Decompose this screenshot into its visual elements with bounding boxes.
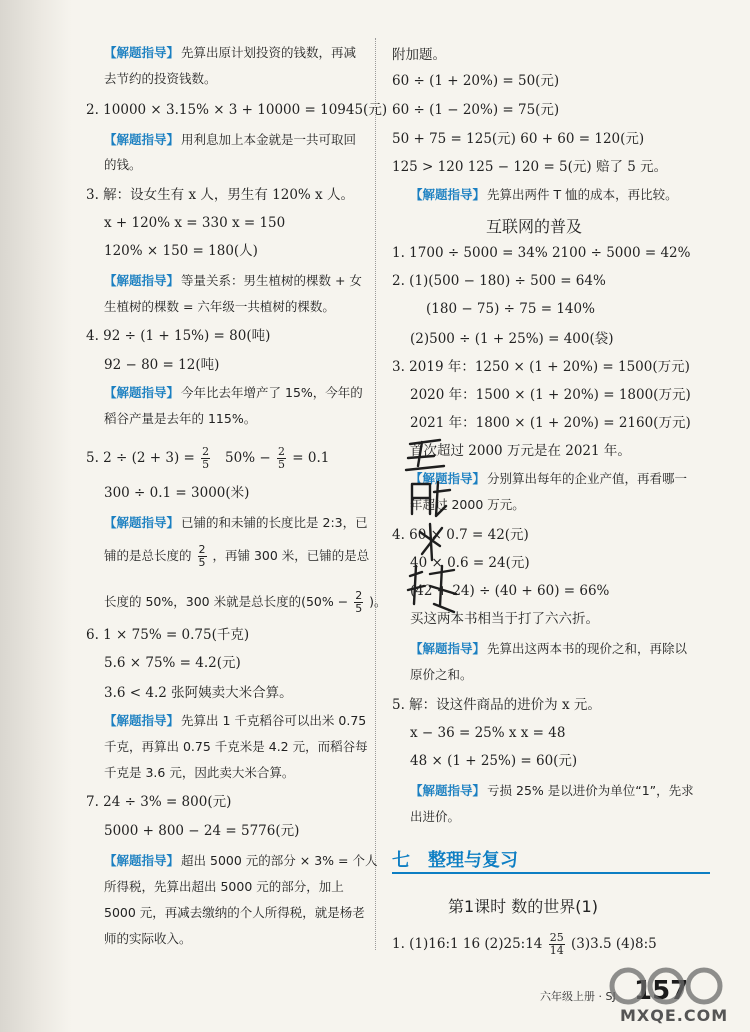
answer-line: 【解题指导】 先算出两件 T 恤的成本，再比较。 bbox=[410, 187, 678, 202]
answer-line: (2)500 ÷ (1 + 25%) = 400(袋) bbox=[410, 331, 614, 347]
answer-line: 3.6 < 4.2 张阿姨卖大米合算。 bbox=[104, 685, 293, 701]
extra-question-label: 附加题。 bbox=[392, 47, 446, 63]
answer-line: 【解题指导】 先算出 1 千克稻谷可以出米 0.75 bbox=[104, 713, 367, 728]
chapter-rule bbox=[392, 872, 710, 874]
chapter-heading bbox=[392, 846, 518, 872]
chapter-number: 七 bbox=[392, 850, 410, 871]
page-gutter-shadow bbox=[0, 0, 72, 1032]
answer-line: 48 × (1 + 25%) = 60(元) bbox=[410, 753, 578, 769]
hint-label: 【解题指导】 bbox=[104, 713, 180, 728]
answer-line: 的钱。 bbox=[104, 157, 142, 172]
answer-line: 125 > 120 125 − 120 = 5(元) 赔了 5 元。 bbox=[392, 159, 668, 175]
answer-line: 买这两本书相当于打了六六折。 bbox=[410, 611, 599, 627]
hint-label: 【解题指导】 bbox=[104, 45, 180, 60]
answer-line: 92 − 80 = 12(吨) bbox=[104, 357, 220, 373]
answer-line: 原价之和。 bbox=[410, 667, 473, 682]
fraction: $\frac{2}{5}$ bbox=[277, 445, 285, 471]
question-6: 6. 1 × 75% = 0.75(千克) bbox=[86, 627, 250, 643]
hint-label: 【解题指导】 bbox=[104, 385, 180, 400]
hint-label: 【解题指导】 bbox=[104, 853, 180, 868]
answer-line: 生植树的棵数 = 六年级一共植树的棵数。 bbox=[104, 299, 335, 314]
chapter-title: 整理与复习 bbox=[428, 850, 518, 871]
answer-line: (180 − 75) ÷ 75 = 140% bbox=[426, 301, 595, 317]
answer-line: 50 + 75 = 125(元) 60 + 60 = 120(元) bbox=[392, 131, 645, 147]
answer-line: 60 ÷ (1 + 20%) = 50(元) bbox=[392, 73, 560, 89]
handwriting-scribble bbox=[400, 436, 480, 636]
hint-label: 【解题指导】 bbox=[410, 783, 486, 798]
question-3: 3. 2019 年：1250 × (1 + 20%) = 1500(万元) bbox=[392, 359, 690, 375]
hint-label: 【解题指导】 bbox=[410, 641, 486, 656]
question-3: 3. 解：设女生有 x 人，男生有 120% x 人。 bbox=[86, 187, 354, 203]
page-number: 157 bbox=[634, 976, 689, 1006]
answer-line: 120% × 150 = 180(人) bbox=[104, 243, 258, 259]
answer-line: 出进价。 bbox=[410, 809, 461, 824]
answer-line: 5000 + 800 − 24 = 5776(元) bbox=[104, 823, 300, 839]
answer-line: (42 + 24) ÷ (40 + 60) = 66% bbox=[410, 583, 610, 599]
answer-line: x − 36 = 25% x x = 48 bbox=[410, 725, 566, 741]
question-1: 1. 1700 ÷ 5000 = 34% 2100 ÷ 5000 = 42% bbox=[392, 245, 691, 261]
answer-line: 【解题指导】 亏损 25% 是以进价为单位“1”，先求 bbox=[410, 783, 694, 798]
fraction: $\frac{2}{5}$ bbox=[198, 543, 206, 569]
answer-line: 长度的 50%，300 米就是总长度的(50% − $\frac{2}{5}$ )。 bbox=[104, 589, 387, 615]
column-divider bbox=[375, 38, 376, 950]
answer-line: 5000 元，再减去缴纳的个人所得税，就是杨老 bbox=[104, 905, 365, 920]
question-4: 4. 60 × 0.7 = 42(元) bbox=[392, 527, 529, 543]
hint-label: 【解题指导】 bbox=[104, 132, 180, 147]
answer-line: 【解题指导】 先算出这两本书的现价之和，再除以 bbox=[410, 641, 688, 656]
answer-line: 铺的是总长度的 $\frac{2}{5}$ ，再铺 300 米，已铺的是总 bbox=[104, 543, 370, 569]
question-4: 4. 92 ÷ (1 + 15%) = 80(吨) bbox=[86, 328, 271, 344]
answer-line: 2021 年：1800 × (1 + 20%) = 2160(万元) bbox=[410, 415, 691, 431]
answer-line: 2020 年：1500 × (1 + 20%) = 1800(万元) bbox=[410, 387, 691, 403]
answer-line: 去节约的投资钱数。 bbox=[104, 71, 217, 86]
book-footer: 六年级上册 · SJ bbox=[540, 990, 616, 1003]
answer-line: 【解题指导】 先算出原计划投资的钱数，再减 bbox=[104, 45, 357, 60]
answer-line: 师的实际收入。 bbox=[104, 931, 192, 946]
answer-line: 5.6 × 75% = 4.2(元) bbox=[104, 655, 241, 671]
question-1: 1. (1)16:1 16 (2)25:14 $\frac{25}{14}$ (3)3.5 (4)8:5 bbox=[392, 931, 657, 957]
hint-label: 【解题指导】 bbox=[410, 187, 486, 202]
answer-line: 【解题指导】 等量关系：男生植树的棵数 + 女 bbox=[104, 273, 362, 288]
question-5: 5. 2 ÷ (2 + 3) = $\frac{2}{5}$ 50% − $\frac{2}{5}$ = 0.1 bbox=[86, 445, 330, 471]
question-2: 2. (1)(500 − 180) ÷ 500 = 64% bbox=[392, 273, 606, 289]
answer-line: 60 ÷ (1 − 20%) = 75(元) bbox=[392, 102, 560, 118]
hint-label: 【解题指导】 bbox=[104, 273, 180, 288]
fraction: $\frac{2}{5}$ bbox=[202, 445, 210, 471]
hint-label: 【解题指导】 bbox=[410, 471, 486, 486]
answer-line: 【解题指导】 已铺的和未铺的长度比是 2:3，已 bbox=[104, 515, 368, 530]
answer-line: 稻谷产量是去年的 115%。 bbox=[104, 411, 257, 426]
answer-line: 300 ÷ 0.1 = 3000(米) bbox=[104, 485, 250, 501]
section-title: 互联网的普及 bbox=[486, 217, 583, 236]
answer-line: 【解题指导】 今年比去年增产了 15%，今年的 bbox=[104, 385, 363, 400]
question-7: 7. 24 ÷ 3% = 800(元) bbox=[86, 794, 232, 810]
fraction: $\frac{25}{14}$ bbox=[549, 931, 564, 957]
answer-line: 首次超过 2000 万元是在 2021 年。 bbox=[410, 443, 631, 459]
watermark-text: MXQE.COM bbox=[620, 1006, 729, 1025]
answer-line: 【解题指导】 分别算出每年的企业产值，再看哪一 bbox=[410, 471, 688, 486]
question-5: 5. 解：设这件商品的进价为 x 元。 bbox=[392, 697, 601, 713]
answer-line: x + 120% x = 330 x = 150 bbox=[104, 215, 286, 231]
answer-line: 千克是 3.6 元，因此卖大米合算。 bbox=[104, 765, 295, 780]
answer-line: 【解题指导】 用利息加上本金就是一共可取回 bbox=[104, 132, 357, 147]
lesson-title: 第1课时 数的世界(1) bbox=[448, 897, 598, 916]
answer-line: 千克，再算出 0.75 千克米是 4.2 元，而稻谷每 bbox=[104, 739, 368, 754]
answer-line: 40 × 0.6 = 24(元) bbox=[410, 555, 530, 571]
answer-line: 年超过 2000 万元。 bbox=[410, 497, 525, 512]
question-2: 2. 10000 × 3.15% × 3 + 10000 = 10945(元) bbox=[86, 102, 388, 118]
hint-label: 【解题指导】 bbox=[104, 515, 180, 530]
answer-line: 【解题指导】 超出 5000 元的部分 × 3% = 个人 bbox=[104, 853, 378, 868]
answer-line: 所得税，先算出超出 5000 元的部分，加上 bbox=[104, 879, 344, 894]
fraction: $\frac{2}{5}$ bbox=[355, 589, 363, 615]
